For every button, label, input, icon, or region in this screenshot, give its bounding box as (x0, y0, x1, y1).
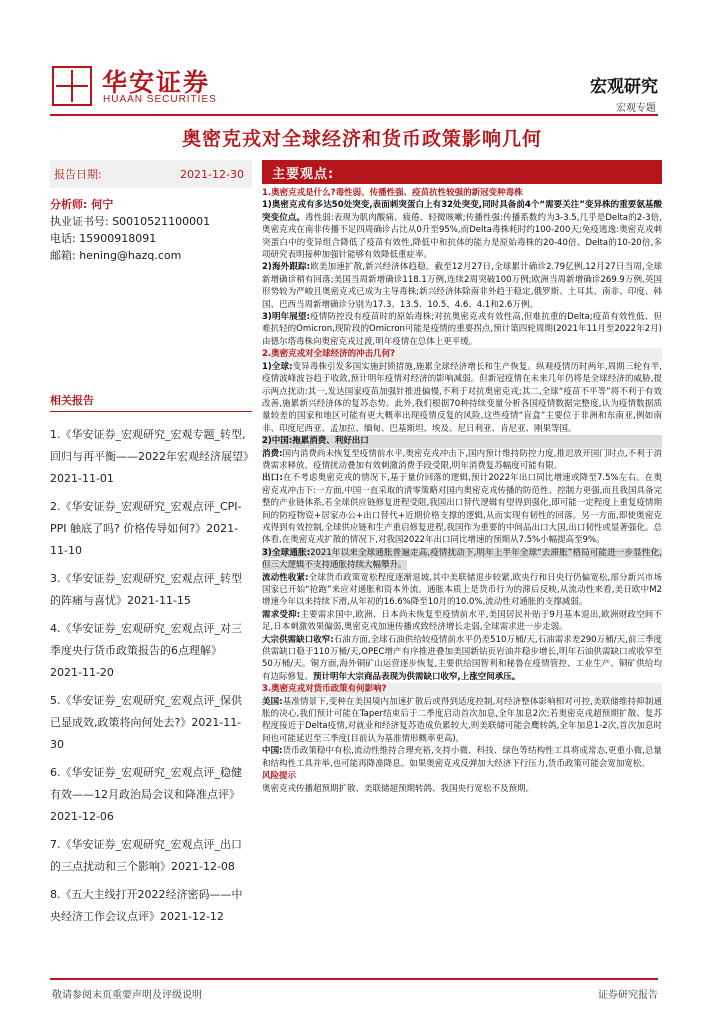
logo-mark (52, 66, 92, 106)
paragraph-text: 毒性弱:表现为肌肉酸痛、疲倦、轻微咳嗽;传播性强:传播系数约为3-3.5,几乎是Delta的2-3倍,奥密克戎在南非传播不足四周确诊占比从0升至95%,而Delta毒株耗时约100-200天;免疫逃逸:奥密克戎刺突蛋白中的变异组合降低了疫苗有效性,降低中和抗体的能力是原始毒株的20-40倍、Delta的10-20倍,多项研究表明接种加强针能够有效降低重症率。 (262, 212, 662, 261)
footer-disclaimer: 敬请参阅末页重要声明及评级说明 (52, 990, 202, 1001)
left-sidebar (50, 160, 252, 934)
analyst-name: 何宁 (91, 198, 114, 211)
header-divider (50, 114, 658, 116)
paragraph-text: 国内消费尚未恢复至疫情前水平,奥密克戎冲击下,国内预计维持防控力度,推迟放开国门时点,不利于消费需求释放。疫情扰动叠加有效刺激消费手段受限,明年消费复苏幅度可能有限。 (262, 448, 663, 471)
paragraph-text: 石油方面,全球石油供给较疫情前水平仍差510万桶/天,石油需求差290万桶/天,前三季度供需缺口稳于110万桶/天,OPEC增产有序推进叠加美国新钻页岩油井稳步增长,明年石油供需缺口或收窄至50万桶/天。铜方面,海外铜矿山运营逐步恢复,主要供给国智利和秘鲁在疫情管控、工业生产、铜矿供给均有边际修复。 (262, 634, 662, 682)
paragraph (262, 634, 662, 684)
paragraph (262, 361, 662, 435)
paragraph-lead: 3)全球通胀: (262, 547, 311, 558)
footer-report-label: 证券研究报告 (598, 990, 658, 1001)
paragraph-lead: 2)海外跟踪: (262, 262, 311, 273)
analyst-label: 分析师: (50, 198, 88, 211)
paragraph (262, 547, 662, 572)
risk-heading: 风险提示 (262, 771, 297, 782)
paragraph-lead: 消费: (262, 448, 283, 459)
page-title: 奥密克戎对全球经济和货币政策影响几何 (181, 128, 542, 150)
related-reports-list (50, 424, 252, 928)
paragraph-lead: 需求受抑: (262, 609, 301, 620)
email: 邮箱: hening@hazq.com (50, 249, 182, 262)
subsection-heading: 2)中国:拖累消费、利好出口 (262, 435, 662, 447)
related-report-item[interactable]: 5.《华安证券_宏观研究_宏观点评_保供已显成效,政策将向何处去?》2021-11-30 (50, 694, 242, 751)
paragraph (262, 448, 662, 473)
paragraph-text: 主要需求国中,欧洲、日本尚未恢复至疫情前水平,美国居民补贴于9月基本退出,欧洲财政空间不足,日本刺激效果偏弱,奥密克戎加速传播或致经济增长走弱,全球需求进一步走弱。 (262, 609, 662, 633)
license-number: 执业证书号: S0010521100001 (50, 215, 211, 228)
analyst-line (50, 196, 252, 213)
date-value: 2021-12-30 (180, 167, 244, 181)
paragraph-text: 货币政策稳中有松,流动性维持合理充裕,支持小微、科技、绿色等结构性工具将成常态,更重小微,总量和结构性工具并举,也可能再降准降息。如果奥密克戎反弹加大经济下行压力,货币政策可能会宽加宽松。 (262, 746, 663, 769)
related-report-item[interactable]: 8.《五大主线打开2022经济密码——中央经济工作会议点评》2021-12-12 (50, 888, 243, 923)
section-heading: 2.奥密克戎对全球经济的冲击几何? (262, 348, 662, 360)
section-heading: 3.奥密克戎对货币政策有何影响? (262, 683, 662, 695)
paragraph (262, 696, 662, 746)
paragraph (262, 572, 662, 609)
key-points-body (262, 187, 662, 795)
paragraph-lead: 美国: (262, 696, 283, 707)
report-subtype: 宏观专题 (616, 103, 656, 114)
analyst-info (50, 196, 252, 264)
risk-text: 奥密克戎传播超预期扩散、美联储超预期转鸽、我国央行宽松不及预期。 (262, 783, 535, 794)
paragraph-emphasis: 预计明年大宗商品表现为供需缺口收窄,上涨空间承压。 (313, 671, 521, 682)
paragraph-lead: 中国: (262, 746, 283, 757)
main-content (262, 160, 662, 795)
phone: 电话: 15900918091 (50, 232, 157, 245)
paragraph-text: 2021年以来全球通胀普遍走高,疫情扰动下,明年上半年全球“去滞胀”格局可能进一步显性化,但三大逻辑不支持通胀持续大幅攀升。 (262, 547, 662, 571)
logo-text-en: HUAAN SECURITIES (103, 94, 217, 105)
paragraph-lead: 3)明年展望: (262, 312, 310, 323)
related-report-item[interactable]: 1.《华安证券_宏观研究_宏观专题_转型,回归与再平衡——2022年宏观经济展望》2021-11-01 (50, 428, 249, 485)
paragraph (262, 311, 662, 348)
paragraph-lead: 大宗供需缺口收窄: (262, 634, 334, 645)
paragraph-lead: 出口: (262, 473, 283, 484)
paragraph-text: 疫情防控没有疫苗时的原始毒株;对抗奥密克戎有效性高,但难抗重的Delta;疫苗有效性低、但难抗轻的Omicron,现阶段的Omicron可能是疫情的重要拐点,预计第四轮周期(2021年11月至2022年2月)由德尔塔毒株向奥密克戎过渡,明年疫情在总体上更平缓。 (262, 312, 662, 347)
related-report-item[interactable]: 7.《华安证券_宏观研究_宏观点评_出口的三点扰动和三个影响》2021-12-08 (50, 838, 242, 873)
section-heading: 1.奥密克戎是什么?毒性弱、传播性强、疫苗抗性较强的新冠变种毒株 (262, 188, 523, 198)
paragraph (262, 472, 662, 546)
paragraph-text: 欧美加速扩散,新兴经济体趋稳。截至12月27日,全球累计确诊2.79亿例,12月27日当周,全球新增确诊稍有回落;美国当周新增确诊118.1万例,连续2周突破100万例;欧洲当周新增确诊269.9万例,英国形势较为严峻且奥密克戎已成为主导毒株;新兴经济体除南非外趋于稳定,俄罗斯、土耳其、南非、印度、韩国、巴西当周新增确诊分别为17.3、13.5、10.5、4.6、4.1和2.6万例。 (262, 262, 662, 310)
date-label: 报告日期: (54, 168, 102, 181)
paragraph-text: 全球货币政策宽松程度逐渐退坡,其中美联储退步较紧,欧央行和日央行仍偏宽松,部分新兴市场国家已开始“抢跑”来应对通胀和资本外流。通胀本质上是货币行为的滞后反映,从流动性来看,美日欧中M2增速今年以来持续下滑,从年初的16.6%降至10月的10.0%,流动性对通胀的支撑减弱。 (262, 572, 662, 608)
paragraph-lead: 1)全球: (262, 361, 293, 372)
logo-text-cn: 华安证券 (102, 68, 211, 97)
paragraph-text: 变异毒株引发多国实施封锁措施,施累全球经济增长和生产恢复。纵观疫情历时两年,周期三轮有半,疫情波峰波谷趋于收敛,预计明年疫情对经济的影响减弱。但新冠疫情在未来几年仍将是全球经济的威胁,提示两点扰动:其一,发达国家疫苗加强针推进偏慢,不利于对抗奥密克戎;其二,全球“疫苗不平等”将不利于有效改善,施累新兴经济体的复苏态势。此外,我们根据70种持续变量分析各国疫情数据完整度,认为疫情数据质量较差的国家和地区可能有更大概率出现疫情反复的风险,这些疫情“盲盒”主要位于非洲和东南亚,例如南非、印度尼西亚、孟加拉、缅甸、巴基斯坦、埃及、尼日利亚、肯尼亚、刚果等国。 (262, 361, 662, 434)
paragraph-text: 基准情景下,变种在美国境内加速扩散后或得到适度控制,对经济整体影响相对可控,美联储维持抑制通胀的决心,我们预计可能在Taper结束后于二季度启动首次加息,全年加息2次;若奥密克戎超预期扩散、复苏程度接近于Delta疫情,对就业和经济复苏造成负累较大,则美联储可能会鹰转鸽,全年加息1-2次,首次加息时间也可能延迟至三季度(目前认为基准情形概率更高)。 (262, 696, 662, 744)
paragraph (262, 261, 662, 311)
paragraph (262, 609, 662, 634)
paragraph-lead: 1)奥密克戎有多达50处突变,表面刺突蛋白上有32处突变,同时具备前4个“需要关注”变异株的重要氨基酸突变位点。 (262, 200, 662, 223)
related-report-item[interactable]: 6.《华安证券_宏观研究_宏观点评_稳健有效——12月政治局会议和降准点评》2021-12-06 (50, 766, 242, 823)
paragraph (262, 745, 662, 770)
related-report-item[interactable]: 2.《华安证券_宏观研究_宏观点评_CPI-PPI 触底了吗? 价格传导如何?》2021-11-10 (50, 500, 242, 557)
related-report-item[interactable]: 4.《华安证券_宏观研究_宏观点评_对三季度央行货币政策报告的6点理解》2021-11-20 (50, 622, 242, 679)
key-points-header: 主要观点: (262, 160, 662, 184)
related-report-item[interactable]: 3.《华安证券_宏观研究_宏观点评_转型的阵痛与喜忧》2021-11-15 (50, 572, 242, 607)
report-date-row (50, 160, 252, 188)
paragraph (262, 199, 662, 261)
related-reports-title: 相关报告 (50, 392, 252, 412)
footer-divider (50, 978, 658, 980)
paragraph-text: 在不考虑奥密克戎的情况下,基于量价回落的逻辑,预计2022年出口同比增速或降至7.5%左右。在奥密克戎冲击下:一方面,中国一直采取的清零策略对国内奥密克戎传播的防范性、控制力更强,而且我国具备完整的产业链体系,若全球供应链修复进程受阻,我国出口替代逻辑有望得到强化,即可能一定程度上重复疫情期间的防疫物资+居家办公+出口替代+近期价格支撑的逻辑,从而实现有韧性的回落。另一方面,即使奥密克戎得到有效控制,全球供应链和生产重启修复进程,我国作为重要的中间品出口大国,出口韧性或显著强化。总体看,在奥密克戎扩散的情况下,对我国2022年出口同比增速的预期从7.5%小幅提高至9%。 (262, 473, 662, 546)
report-type: 宏观研究 (590, 77, 658, 97)
paragraph-lead: 流动性收紧: (262, 572, 309, 583)
